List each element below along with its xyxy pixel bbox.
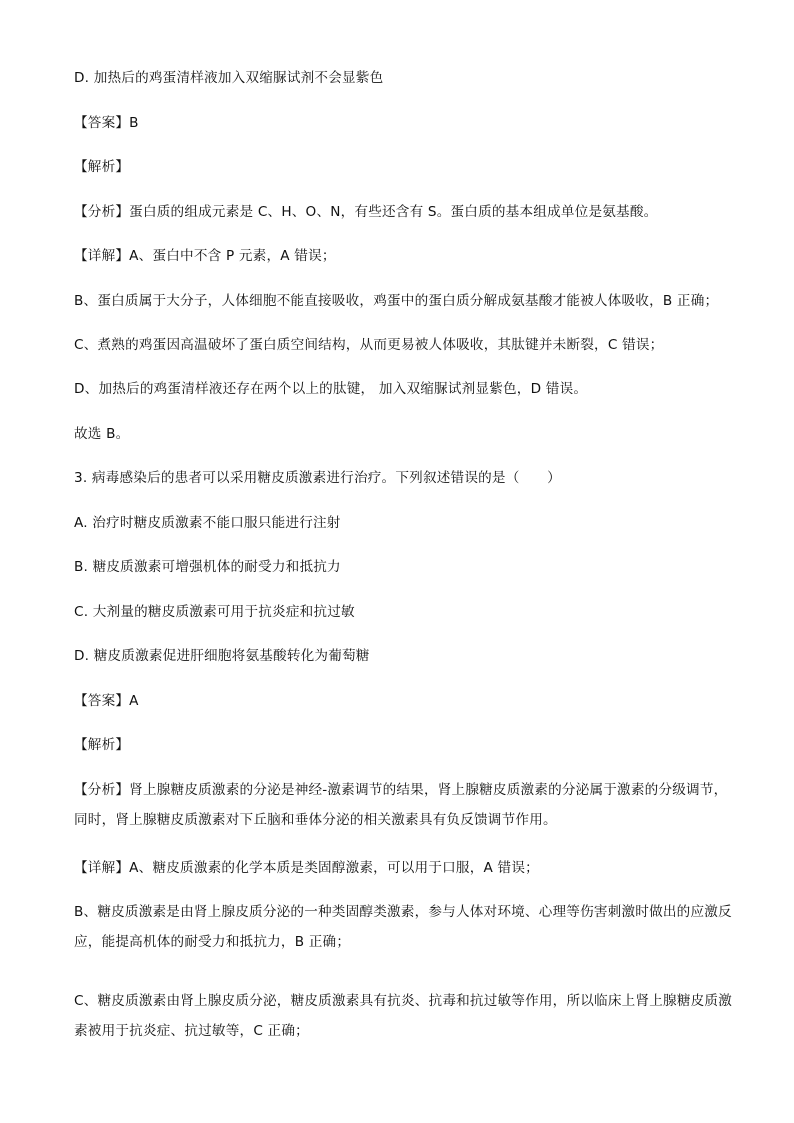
detail-a-q3: 【详解】A、糖皮质激素的化学本质是类固醇激素，可以用于口服，A 错误； — [74, 860, 539, 876]
option-c-q3: C. 大剂量的糖皮质激素可用于抗炎症和抗过敏 — [74, 604, 355, 620]
analysis-header-q2: 【解析】 — [74, 159, 130, 175]
detail-b-q2: B、蛋白质属于大分子，人体细胞不能直接吸收，鸡蛋中的蛋白质分解成氨基酸才能被人体吸收，B 正确； — [74, 293, 719, 309]
answer-label-q3: 【答案】A — [74, 693, 139, 709]
detail-b-q3: B、糖皮质激素是由肾上腺皮质分泌的一种类固醇类激素，参与人体对环境、心理等伤害刺激时做出的应激反应，能提高机体的耐受力和抵抗力，B 正确； — [74, 904, 732, 950]
answer-label-q2: 【答案】B — [74, 115, 139, 131]
analysis-header-q3: 【解析】 — [74, 737, 130, 753]
option-b-q3: B. 糖皮质激素可增强机体的耐受力和抵抗力 — [74, 559, 341, 575]
detail-a-q2: 【详解】A、蛋白中不含 P 元素，A 错误； — [74, 248, 336, 264]
option-d-q2: D. 加热后的鸡蛋清样液加入双缩脲试剂不会显紫色 — [74, 70, 384, 86]
analysis-text-q3: 【分析】肾上腺糖皮质激素的分泌是神经-激素调节的结果，肾上腺糖皮质激素的分泌属于激素的分级调节，同时，肾上腺糖皮质激素对下丘脑和垂体分泌的相关激素具有负反馈调节作用。 — [74, 782, 728, 828]
detail-d-q2: D、加热后的鸡蛋清样液还存在两个以上的肽键， 加入双缩脲试剂显紫色，D 错误。 — [74, 381, 588, 397]
detail-c-q3: C、糖皮质激素由肾上腺皮质分泌，糖皮质激素具有抗炎、抗毒和抗过敏等作用，所以临床上肾上腺糖皮质激素被用于抗炎症、抗过敏等，C 正确； — [74, 993, 732, 1039]
analysis-text-q2: 【分析】蛋白质的组成元素是 C、H、O、N，有些还含有 S。蛋白质的基本组成单位是氨基酸。 — [74, 204, 658, 220]
detail-c-q2: C、煮熟的鸡蛋因高温破坏了蛋白质空间结构，从而更易被人体吸收，其肽键并未断裂，C 错误； — [74, 337, 664, 353]
question-3-stem: 3. 病毒感染后的患者可以采用糖皮质激素进行治疗。下列叙述错误的是（ ） — [74, 470, 561, 486]
option-a-q3: A. 治疗时糖皮质激素不能口服只能进行注射 — [74, 515, 341, 531]
option-d-q3: D. 糖皮质激素促进肝细胞将氨基酸转化为葡萄糖 — [74, 648, 370, 664]
conclusion-q2: 故选 B。 — [74, 426, 130, 442]
